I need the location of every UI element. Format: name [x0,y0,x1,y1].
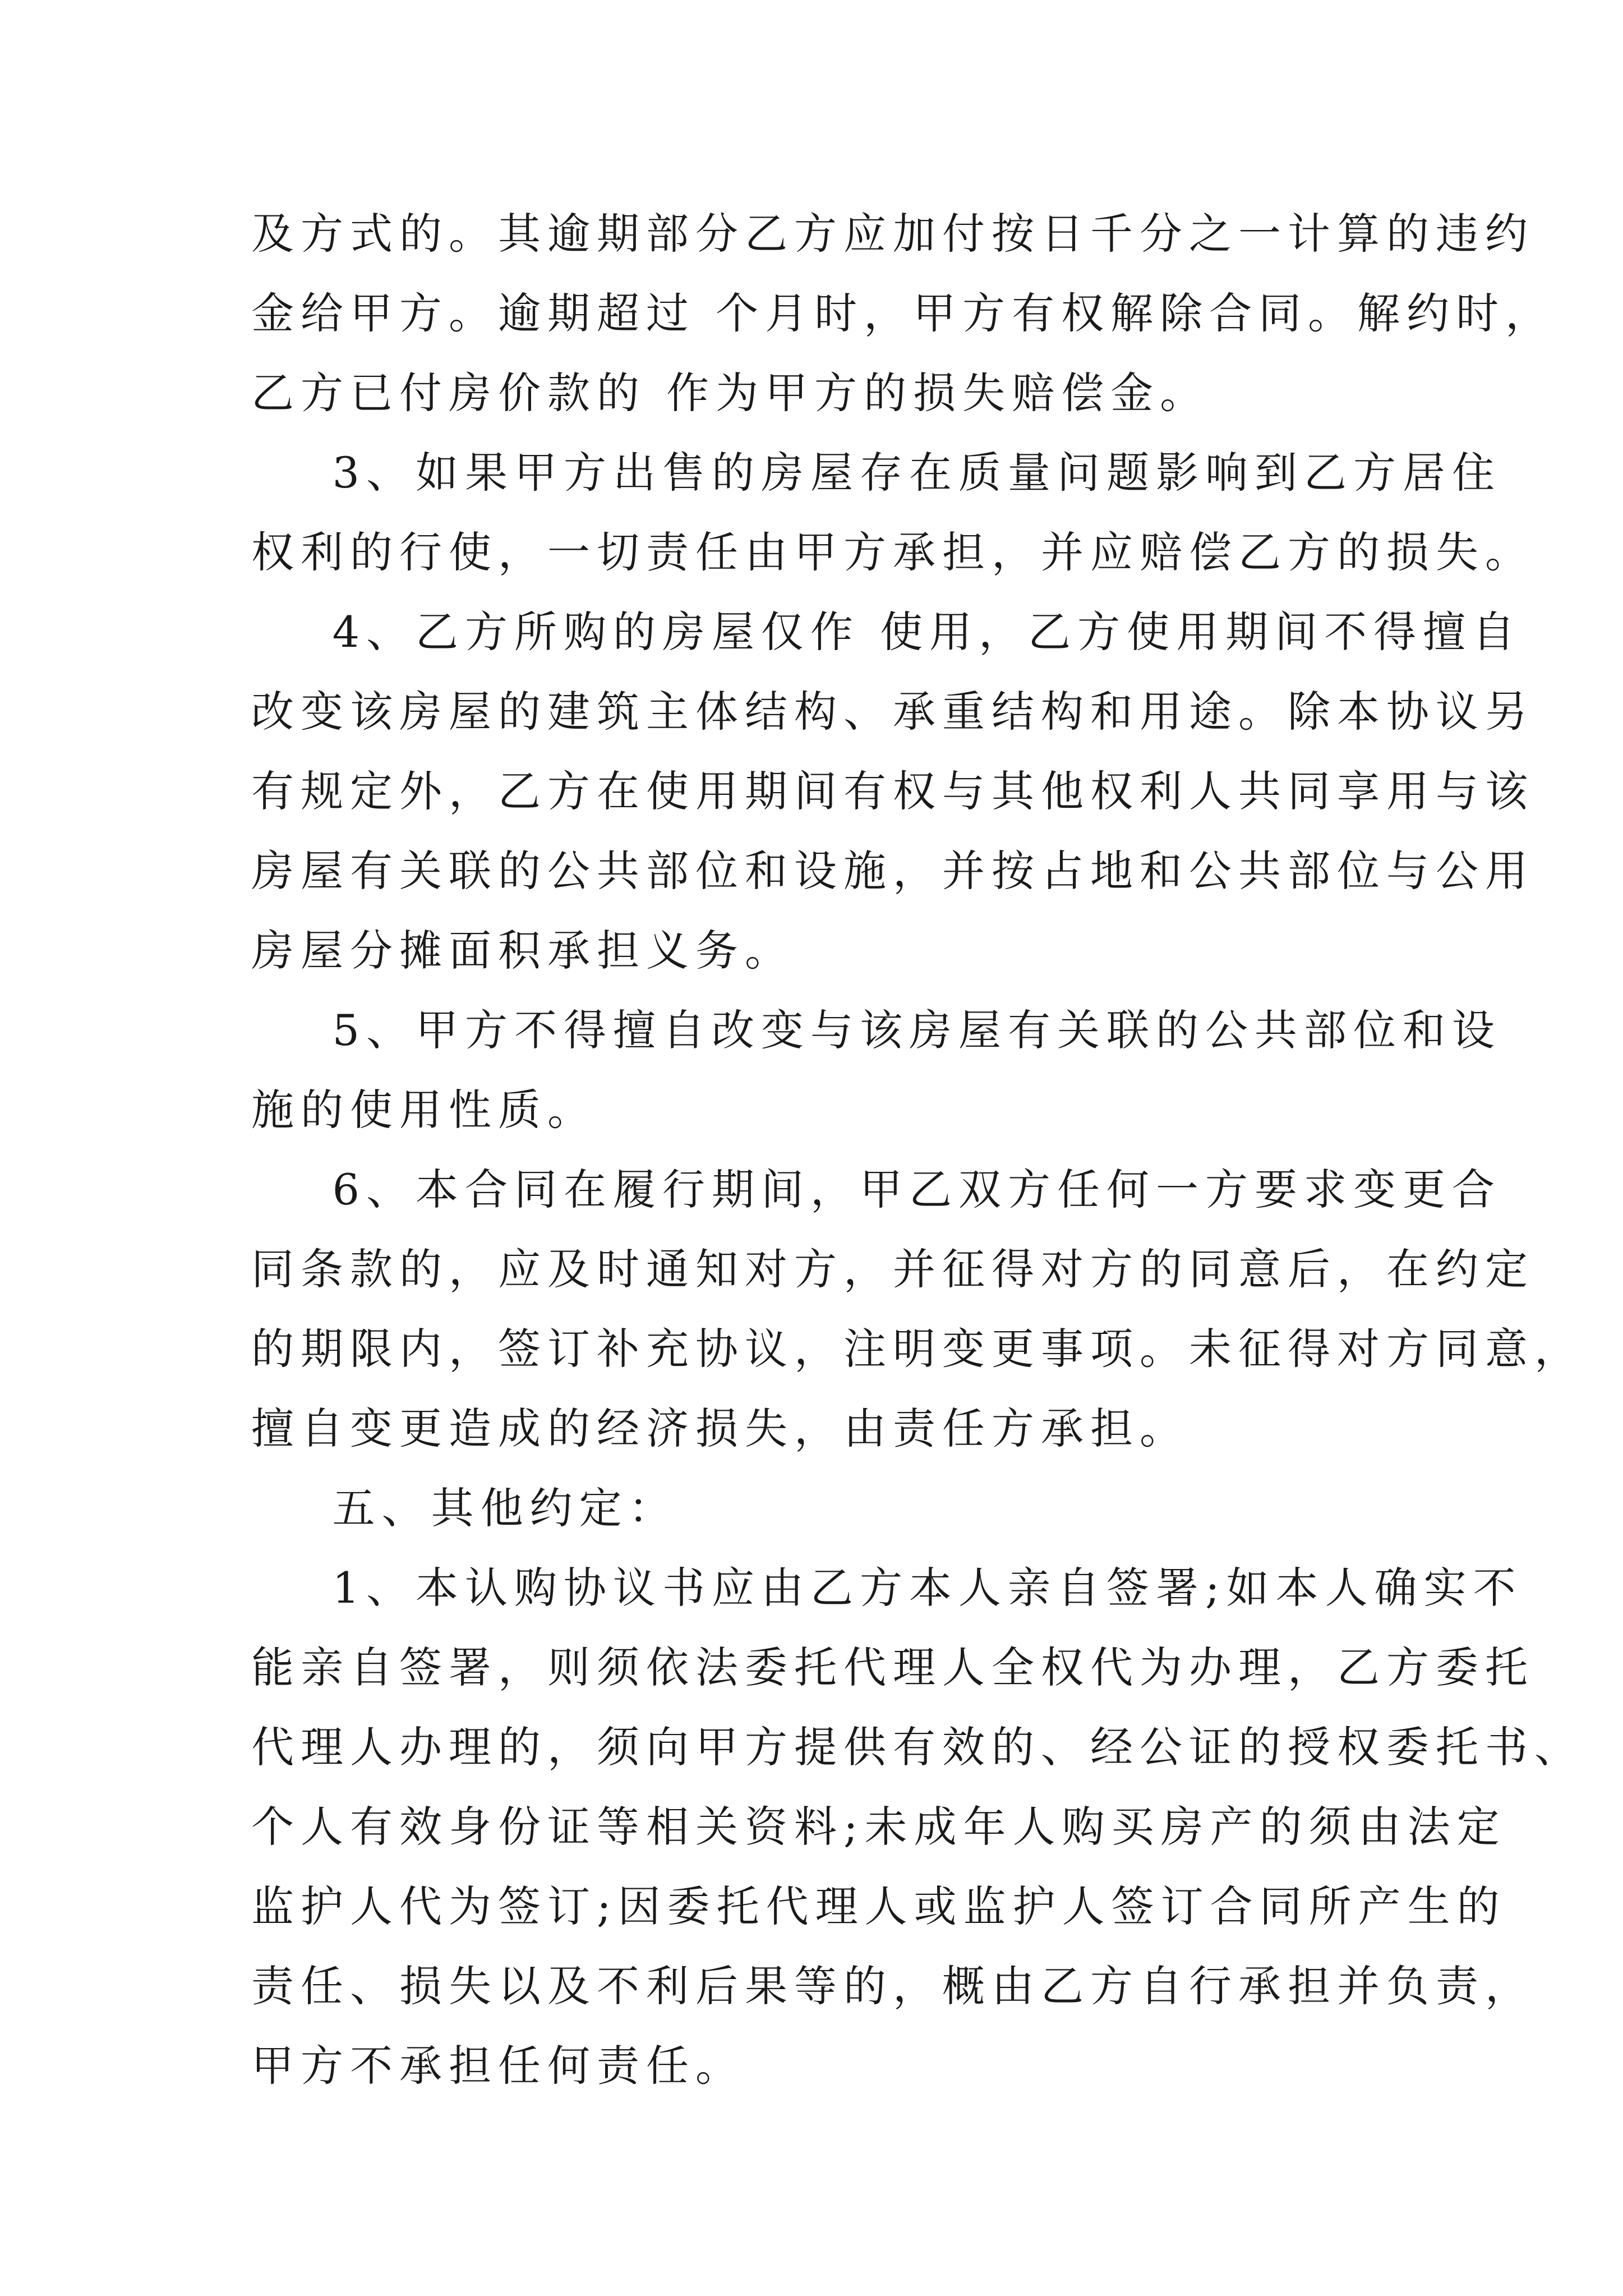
text-line: 1、本认购协议书应由乙方本人亲自签署;如本人确实不 [251,1563,1523,1613]
document-body [251,209,1584,2120]
text-line: 3、如果甲方出售的房屋存在质量问题影响到乙方居住 [251,448,1501,498]
text-line: 有规定外，乙方在使用期间有权与其他权利人共同享用与该 [251,766,1534,816]
text-line: 五、其他约定： [251,1483,678,1533]
text-line: 甲方不承担任何责任。 [251,2041,745,2091]
text-line: 权利的行使，一切责任由甲方承担，并应赔偿乙方的损失。 [251,527,1534,577]
text-line: 能亲自签署，则须依法委托代理人全权代为办理，乙方委托 [251,1642,1534,1692]
text-line: 擅自变更造成的经济损失，由责任方承担。 [251,1404,1189,1453]
text-line: 个人有效身份证等相关资料;未成年人购买房产的须由法定 [251,1802,1506,1852]
text-line: 改变该房屋的建筑主体结构、承重结构和用途。除本协议另 [251,687,1534,737]
text-line: 责任、损失以及不利后果等的，概由乙方自行承担并负责， [251,1961,1534,2011]
text-line: 代理人办理的，须向甲方提供有效的、经公证的授权委托书、 [251,1722,1584,1772]
text-line: 金给甲方。逾期超过 个月时，甲方有权解除合同。解约时， [251,288,1555,338]
text-line: 同条款的，应及时通知对方，并征得对方的同意后，在约定 [251,1244,1534,1294]
text-line: 5、甲方不得擅自改变与该房屋有关联的公共部位和设 [251,1005,1501,1055]
text-line: 房屋有关联的公共部位和设施，并按占地和公共部位与公用 [251,846,1534,896]
text-line: 及方式的。其逾期部分乙方应加付按日千分之一计算的违约 [251,209,1534,259]
text-line: 6、本合同在履行期间，甲乙双方任何一方要求变更合 [251,1165,1501,1214]
text-line: 监护人代为签订;因委托代理人或监护人签订合同所产生的 [251,1881,1506,1931]
text-line: 施的使用性质。 [251,1085,597,1135]
text-line: 4、乙方所购的房屋仅作 使用，乙方使用期间不得擅自 [251,607,1522,657]
text-line: 的期限内，签订补充协议，注明变更事项。未征得对方同意， [251,1324,1584,1374]
text-line: 房屋分摊面积承担义务。 [251,926,794,976]
text-line: 乙方已付房价款的 作为甲方的损失赔偿金。 [251,368,1210,418]
